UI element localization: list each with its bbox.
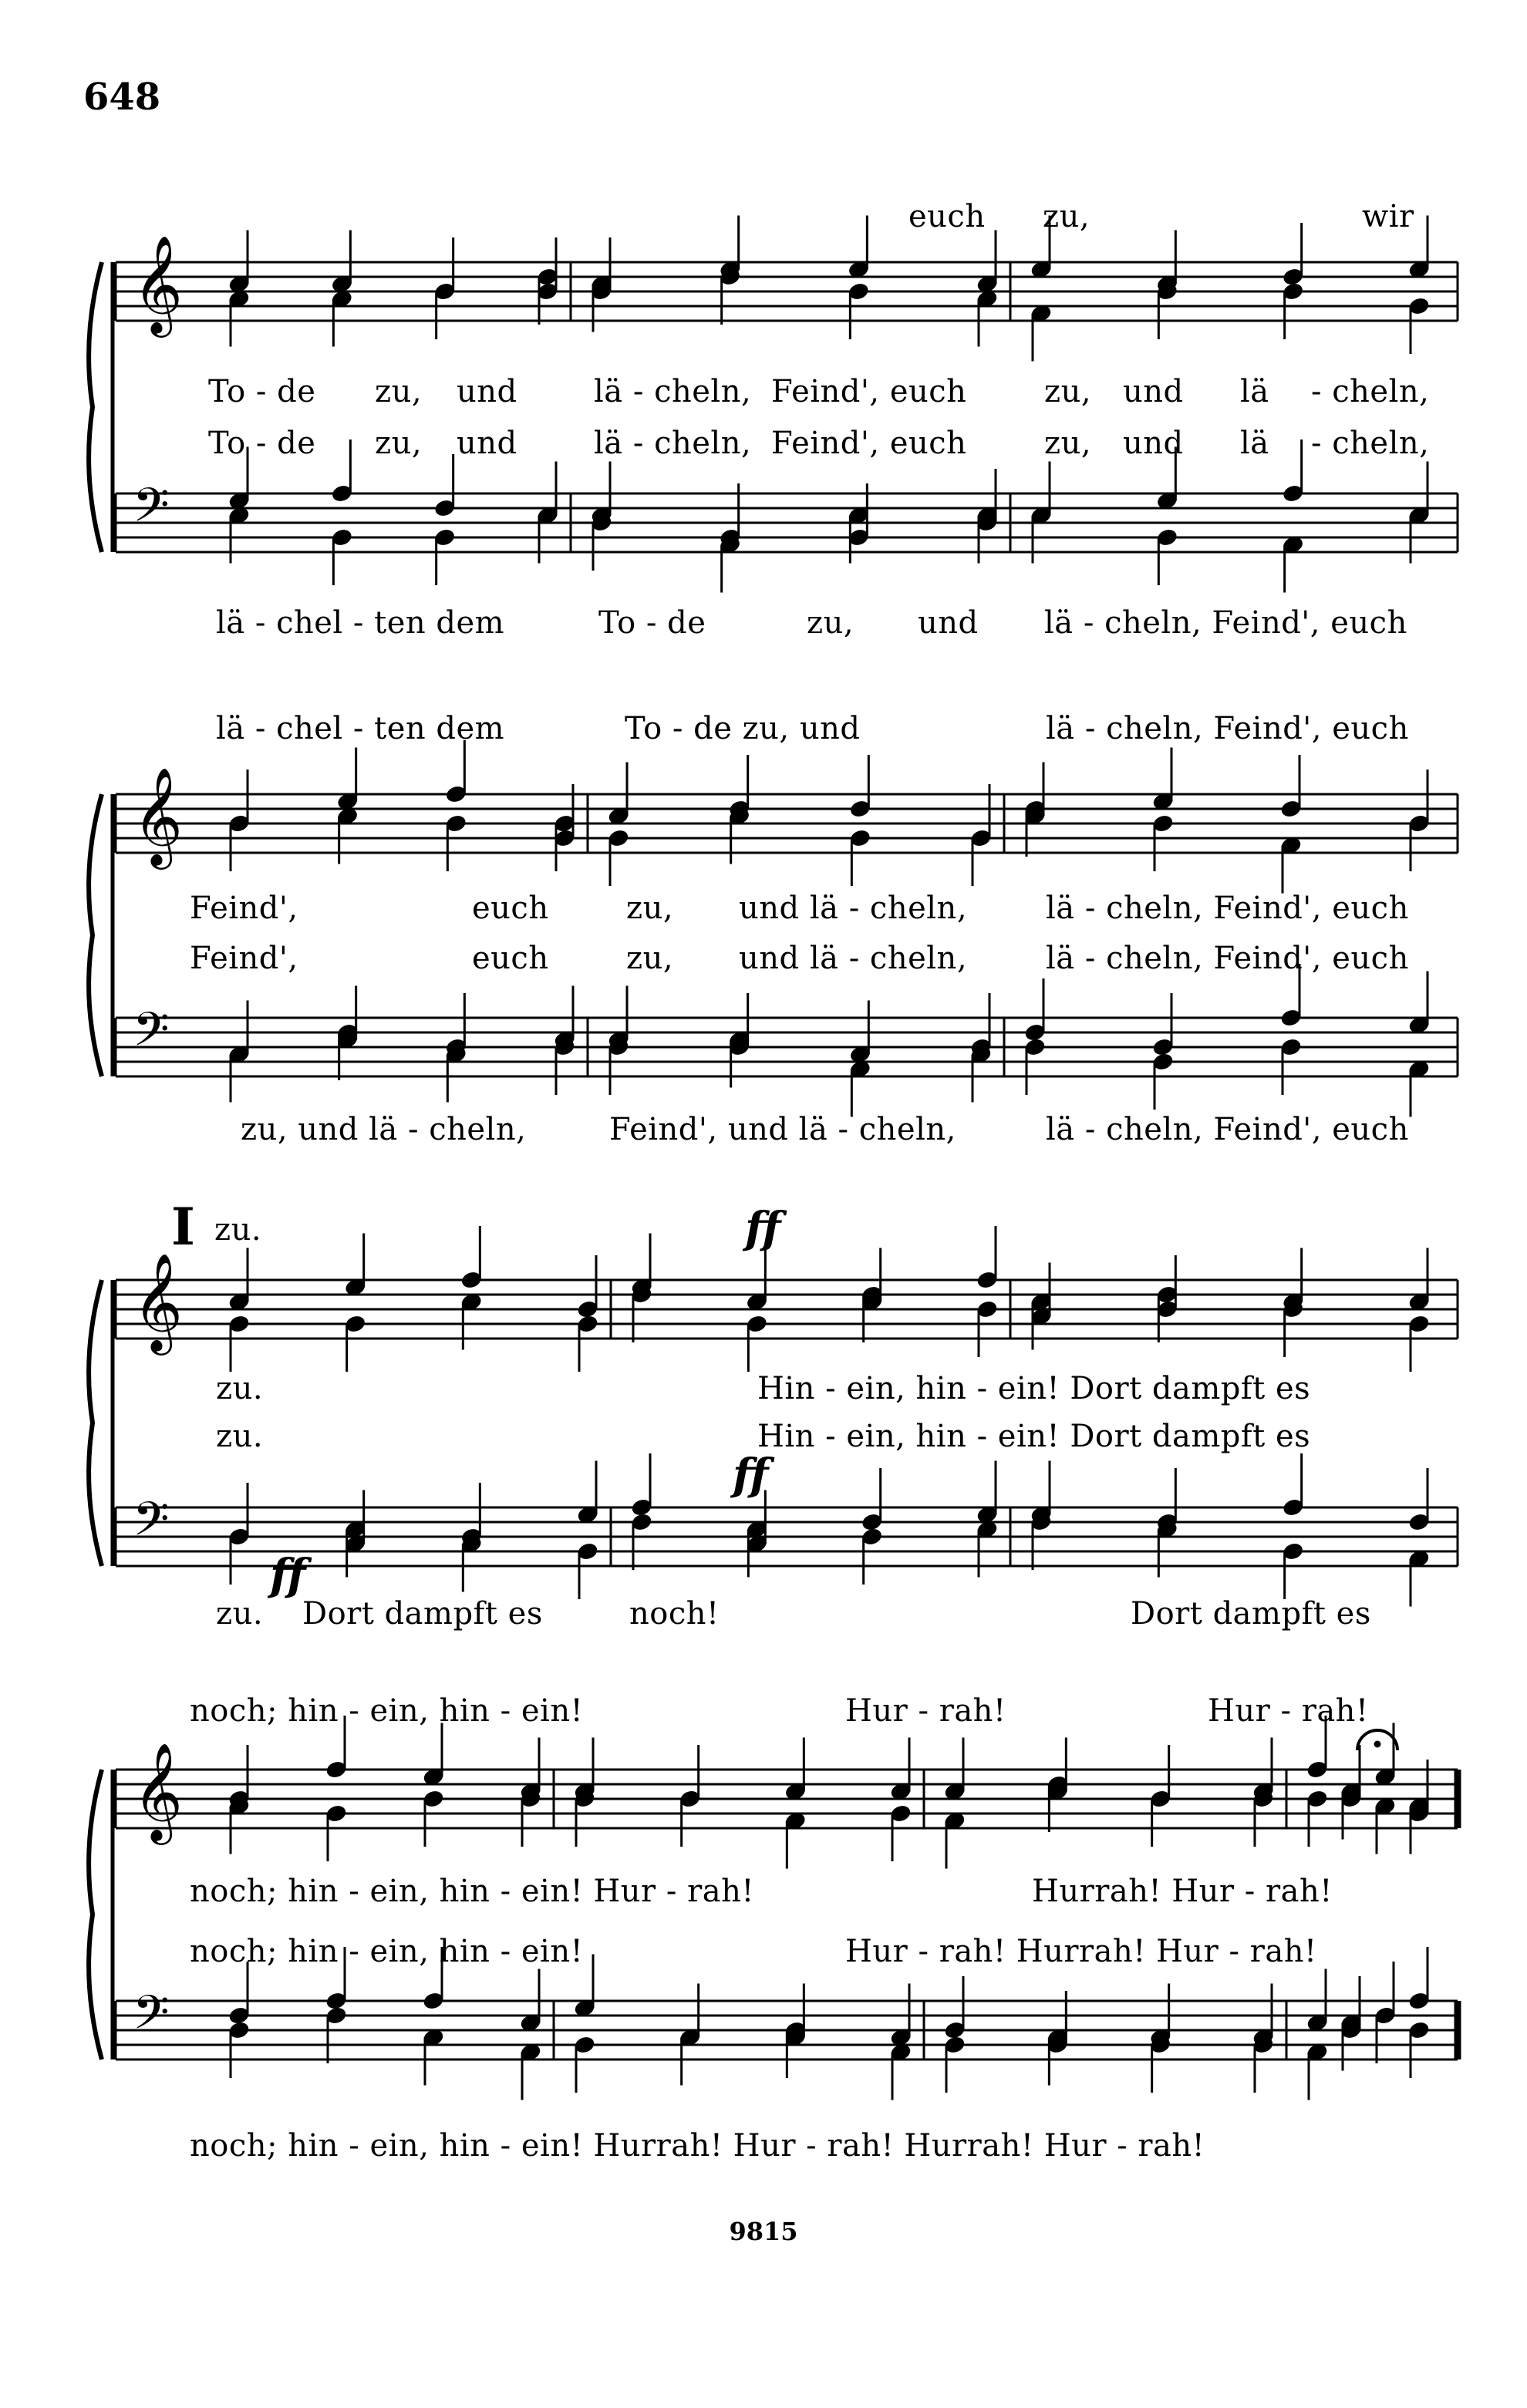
lyric-s1-b1-2: zu, [375,374,423,409]
treble-clef-icon: 𝄞 [133,234,184,333]
lyric-s3-above-1: zu. [214,1212,262,1248]
lyric-s4-below-1: noch; hin - ein, hin - ein! Hurrah! Hur - rah! Hurrah! Hur - rah! [190,2128,1205,2164]
lyric-s2-b1-1: Feind', [190,891,298,926]
system-brace [89,262,102,552]
lyric-s1-b1-8: lä [1240,374,1269,409]
lyric-s4-b1-1: noch; hin - ein, hin - ein! Hur - rah! [190,1874,754,1909]
lyric-s2-b1-4: und lä - cheln, [739,891,968,926]
dynamic-ff-1: ff [745,1203,781,1254]
treble-clef-icon: 𝄞 [133,1252,184,1351]
lyric-s3-below-3: noch! [629,1596,720,1632]
plate-number: 9815 [729,2217,798,2246]
bass-clef-icon: 𝄢 [133,1002,170,1069]
lyric-s1-below-2: To - de [598,605,706,641]
lyric-s3-below-2: Dort dampft es [302,1596,543,1632]
lyric-s2-b2-1: Feind', [190,941,298,976]
rehearsal-mark: I [171,1197,195,1257]
lyric-s2-above-1: lä - chel - ten dem [216,711,505,746]
lyric-s1-b2-5: Feind', euch [771,426,967,461]
lyric-s1-b1-7: und [1123,374,1184,409]
treble-clef-icon: 𝄞 [133,766,184,865]
system-brace [89,794,102,1076]
lyric-s1-above-2: zu, [1043,199,1090,234]
lyric-s2-below-3: lä - cheln, Feind', euch [1046,1112,1409,1147]
lyric-s2-b2-5: lä - cheln, Feind', euch [1046,941,1409,976]
lyric-s1-b2-8: lä [1240,426,1269,461]
lyric-s1-b1-3: und [457,374,517,409]
lyric-s2-below-2: Feind', und lä - cheln, [609,1112,956,1147]
lyric-s2-above-3: lä - cheln, Feind', euch [1046,711,1409,746]
lyric-s2-b2-3: zu, [626,941,674,976]
lyric-s1-b2-1: To - de [208,426,316,461]
lyric-s1-b1-5: Feind', euch [771,374,967,409]
lyric-s4-above-2: Hur - rah! [845,1693,1006,1729]
lyric-s1-below-3: zu, [807,605,855,641]
lyric-s4-above-3: Hur - rah! [1208,1693,1369,1729]
lyric-s3-below-1: zu. [216,1596,264,1632]
lyric-s1-b1-9: - cheln, [1311,374,1430,409]
lyric-s2-b1-3: zu, [626,891,674,926]
lyric-s4-b2-2: Hur - rah! Hurrah! Hur - rah! [845,1934,1317,1969]
lyric-s1-above-3: wir [1362,199,1414,234]
lyric-s1-b1-6: zu, [1044,374,1092,409]
lyric-s2-below-1: zu, und lä - cheln, [241,1112,527,1147]
bass-clef-icon: 𝄢 [133,1492,170,1558]
lyric-s4-b1-2: Hurrah! Hur - rah! [1032,1874,1333,1909]
lyric-s1-b2-4: lä - cheln, [594,426,752,461]
lyric-s1-b2-9: - cheln, [1311,426,1430,461]
system-brace [89,1280,102,1566]
lyric-s4-above-1: noch; hin - ein, hin - ein! [190,1693,584,1729]
lyric-s1-b2-6: zu, [1044,426,1092,461]
lyric-s3-b2-2: Hin - ein, hin - ein! Dort dampft es [757,1419,1311,1454]
lyric-s2-b1-2: euch [472,891,549,926]
lyric-s1-b2-7: und [1123,426,1184,461]
lyric-s1-below-1: lä - chel - ten dem [216,605,505,641]
lyric-s4-b2-1: noch; hin - ein, hin - ein! [190,1934,584,1969]
lyric-s2-b2-4: und lä - cheln, [739,941,968,976]
dynamic-ff-2: ff [733,1450,769,1500]
lyric-s1-b2-2: zu, [375,426,423,461]
lyric-s3-b1-2: Hin - ein, hin - ein! Dort dampft es [757,1371,1311,1406]
lyric-s2-b1-5: lä - cheln, Feind', euch [1046,891,1409,926]
lyric-s1-below-5: lä - cheln, Feind', euch [1044,605,1407,641]
dynamic-ff-3: ff [270,1550,306,1601]
lyric-s3-b1-1: zu. [216,1371,264,1406]
page-number: 648 [83,76,161,119]
treble-clef-icon: 𝄞 [133,1742,184,1841]
lyric-s1-b1-1: To - de [208,374,316,409]
lyric-s1-b1-4: lä - cheln, [594,374,752,409]
lyric-s2-b2-2: euch [472,941,549,976]
bass-clef-icon: 𝄢 [133,1985,170,2052]
bass-clef-icon: 𝄢 [133,478,170,544]
lyric-s1-below-4: und [918,605,979,641]
lyric-s3-b2-1: zu. [216,1419,264,1454]
lyric-s1-above-1: euch [908,199,986,234]
lyric-s2-above-2: To - de zu, und [625,711,861,746]
lyric-s1-b2-3: und [457,426,517,461]
system-brace [89,1770,102,2059]
fermata-dot [1374,1741,1380,1747]
lyric-s3-below-4: Dort dampft es [1131,1596,1371,1632]
